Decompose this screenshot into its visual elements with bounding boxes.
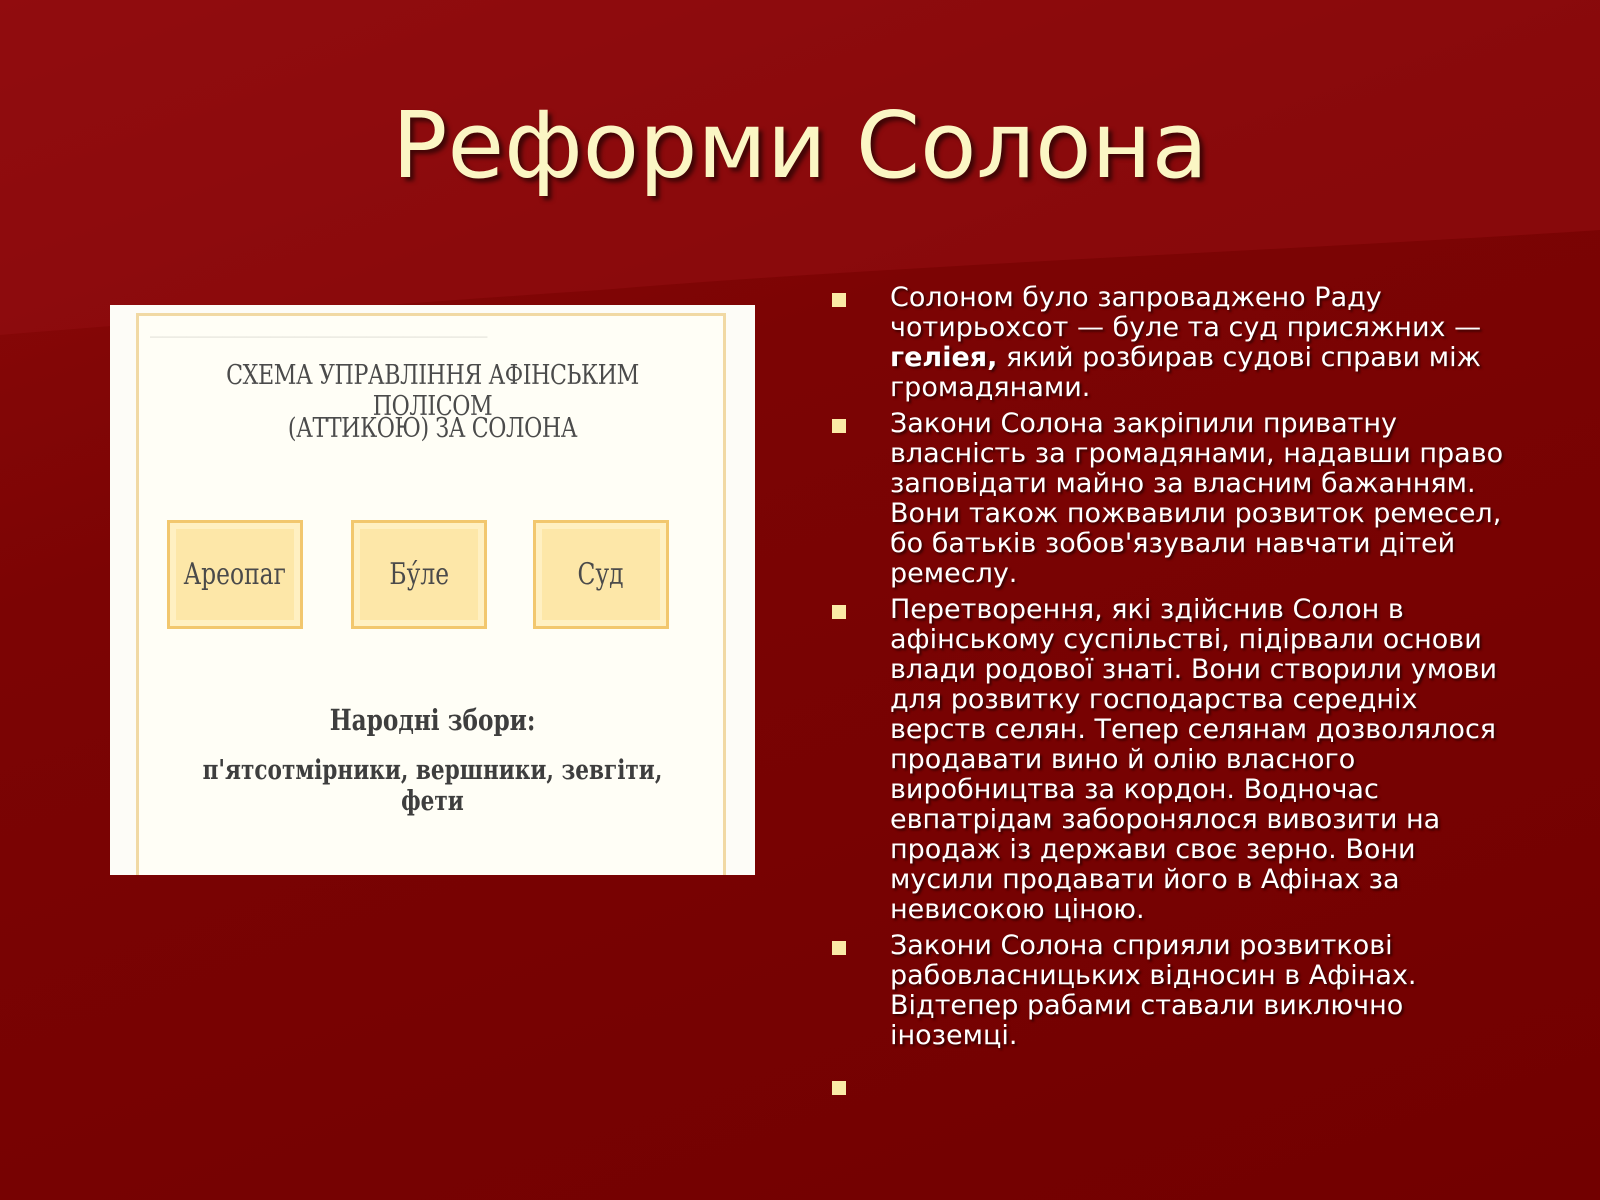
scheme-title-line-2: (АТТИКОЮ) ЗА СОЛОНА bbox=[287, 413, 578, 444]
bullet-item-empty bbox=[830, 1071, 1520, 1101]
organ-label: Суд bbox=[577, 557, 625, 592]
bold-term: геліея, bbox=[890, 342, 998, 373]
organ-label: Бу́ле bbox=[389, 557, 449, 592]
scheme-title-line-1: СХЕМА УПРАВЛІННЯ АФІНСЬКИМ ПОЛІСОМ bbox=[226, 360, 639, 422]
organ-box-areopagus bbox=[167, 520, 303, 629]
bullet-item: Закони Солона сприяли розвиткові рабовласницьких відносин в Афінах. Відтепер рабами ставали виключно іноземці. bbox=[830, 931, 1520, 1051]
organ-box-court bbox=[533, 520, 669, 629]
slide-title: Реформи Солона bbox=[391, 92, 1208, 199]
organ-label: Ареопаг bbox=[183, 557, 287, 592]
assembly-label: Народні збори: bbox=[329, 703, 536, 737]
bleed-through-text: ──────────────────────────── bbox=[150, 325, 488, 349]
governance-scheme-image bbox=[110, 305, 755, 875]
bullet-item: Перетворення, які здійснив Солон в афінському суспільстві, підірвали основи влади родової знаті. Вони створили умови для розвитку господарства середніх верств селян. Тепер селянам дозволялося продавати вино й олію власного виробництва за кордон. Водночас евпатрідам заборонялося вивозити на продаж із держави своє зерно. Вони мусили продавати його в Афінах за невисокою ціною. bbox=[830, 595, 1520, 925]
bullet-item: Солоном було запроваджено Раду чотирьохсот — буле та суд присяжних — геліея, який розбирав судові справи між громадянами. bbox=[830, 283, 1520, 403]
bullet-item: Закони Солона закріпили приватну власність за громадянами, надавши право заповідати майно за власним бажанням. Вони також пожвавили розвиток ремесел, бо батьків зобов'язували навчати дітей ремеслу. bbox=[830, 409, 1520, 589]
organ-box-boule bbox=[351, 520, 487, 629]
bullet-list bbox=[830, 283, 1520, 1107]
assembly-members: п'ятсотмірники, вершники, зевгіти, фети bbox=[202, 755, 663, 817]
